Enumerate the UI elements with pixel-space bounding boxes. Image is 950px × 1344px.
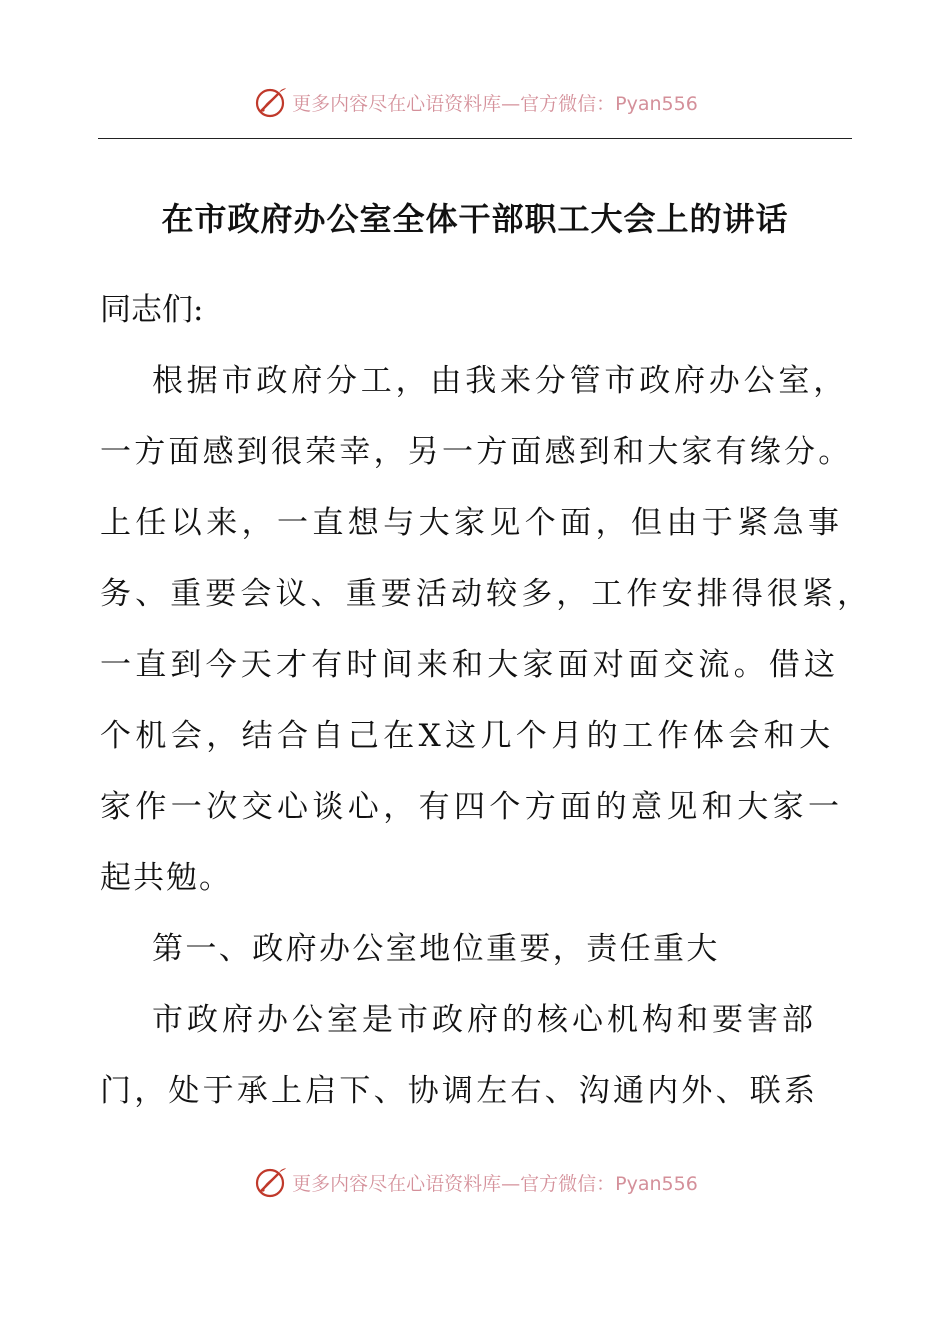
paragraph-line: 起共勉。 <box>100 860 232 896</box>
header-watermark <box>0 82 950 122</box>
paragraph-line: 一直到今天才有时间来和大家面对面交流。借这 <box>100 647 840 683</box>
watermark-wechat-id: Pyan556 <box>615 1172 698 1195</box>
quill-pen-circle-icon <box>252 84 288 120</box>
watermark-text: 更多内容尽在心语资料库—官方微信：Pyan556 <box>292 1172 698 1195</box>
header-divider <box>98 138 852 139</box>
paragraph-line: 上任以来，一直想与大家见个面，但由于紧急事 <box>100 505 844 541</box>
watermark-wechat-id: Pyan556 <box>615 92 698 115</box>
paragraph-line: 市政府办公室是市政府的核心机构和要害部 <box>152 1002 817 1038</box>
paragraph-line: 根据市政府分工，由我来分管市政府办公室， <box>152 363 848 399</box>
paragraph-line: 一方面感到很荣幸，另一方面感到和大家有缘分。 <box>100 434 853 470</box>
section-heading: 第一、政府办公室地位重要，责任重大 <box>152 931 720 967</box>
paragraph-line: 个机会，结合自己在X这几个月的工作体会和大 <box>100 718 835 754</box>
watermark-text: 更多内容尽在心语资料库—官方微信：Pyan556 <box>292 92 698 115</box>
paragraph-line: 门，处于承上启下、协调左右、沟通内外、联系 <box>100 1073 819 1109</box>
paragraph-line: 家作一次交心谈心，有四个方面的意见和大家一 <box>100 789 844 825</box>
paragraph-line: 务、重要会议、重要活动较多，工作安排得很紧， <box>100 576 873 612</box>
document-title: 在市政府办公室全体干部职工大会上的讲话 <box>161 200 789 238</box>
quill-pen-circle-icon <box>252 1164 288 1200</box>
salutation: 同志们: <box>100 292 204 328</box>
footer-watermark <box>0 1162 950 1202</box>
